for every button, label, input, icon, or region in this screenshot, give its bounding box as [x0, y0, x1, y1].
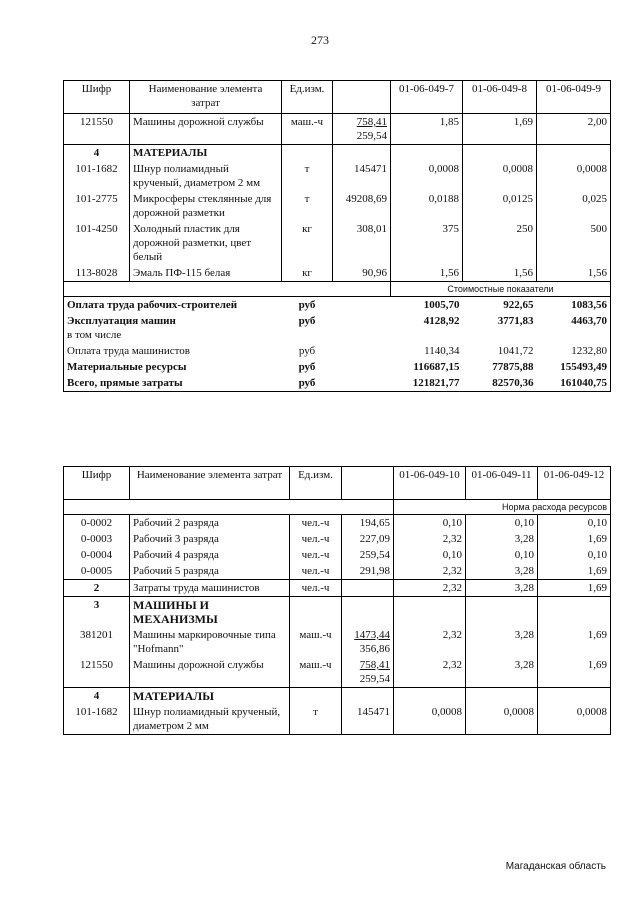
row-value-1: 1,56 — [391, 265, 463, 282]
header-code: Шифр — [64, 81, 130, 114]
cost-exploitation-title: Эксплуатация машин — [67, 315, 176, 327]
cost-exploitation-v1: 4128,92 — [423, 315, 460, 327]
table-row — [64, 704, 611, 735]
header-col-2: 01-06-049-8 — [463, 81, 537, 114]
row-value-1: 0,10 — [394, 547, 466, 563]
table-row — [64, 657, 611, 688]
row-unit: маш.-ч — [290, 627, 342, 657]
header-unit: Ед.изм. — [282, 81, 333, 114]
row-price: 145471 — [333, 161, 391, 191]
row-value-3: 0,0008 — [538, 704, 611, 735]
row-value-3: 0,0008 — [537, 161, 611, 191]
header-col-1: 01-06-049-7 — [391, 81, 463, 114]
row-code: 101-1682 — [64, 161, 130, 191]
cost-total-v2: 82570,36 — [463, 375, 537, 392]
cost-labor-v2: 922,65 — [463, 297, 537, 314]
norm-subheader: Норма расхода ресурсов — [394, 500, 611, 515]
cost-exploitation-sub: в том числе — [67, 329, 122, 341]
row-value-2: 0,10 — [466, 515, 538, 532]
row-name: Эмаль ПФ-115 белая — [130, 265, 282, 282]
price-main: 758,41 — [359, 659, 390, 671]
table-row — [64, 547, 611, 563]
cost-materials-name: Материальные ресурсы — [64, 359, 282, 375]
header-price — [342, 467, 394, 500]
table-row — [64, 114, 611, 145]
row-name: Шнур полиамидный крученый, диаметром 2 мм — [130, 161, 282, 191]
row-value-1: 0,10 — [394, 515, 466, 532]
price-secondary: 259,54 — [359, 673, 390, 685]
table-row — [64, 627, 611, 657]
row-unit: чел.-ч — [290, 515, 342, 532]
row-price — [342, 627, 394, 657]
row-name: Машины дорожной службы — [130, 114, 282, 145]
row-code: 121550 — [64, 114, 130, 145]
row-code: 0-0005 — [64, 563, 130, 580]
cost-total-v3: 161040,75 — [537, 375, 611, 392]
row-name: Шнур полиамидный крученый, диаметром 2 мм — [130, 704, 290, 735]
subheader-row — [64, 500, 611, 515]
cost-materials-unit: руб — [298, 361, 316, 373]
row-name: Микросферы стеклянные для дорожной разметки — [130, 191, 282, 221]
cost-total-name: Всего, прямые затраты — [64, 375, 282, 392]
row-price: 145471 — [342, 704, 394, 735]
table-row — [64, 563, 611, 580]
row-value-1: 0,0008 — [394, 704, 466, 735]
cost-machinists-unit: руб — [298, 345, 316, 357]
row-name: Машины маркировочные типа "Hofmann" — [130, 627, 290, 657]
row-value-2: 3,28 — [466, 563, 538, 580]
header-unit: Ед.изм. — [290, 467, 342, 500]
cost-machinists-v1: 1140,34 — [424, 345, 460, 357]
page-number: 273 — [311, 33, 329, 47]
table-row — [64, 191, 611, 221]
cost-exploitation-name — [64, 313, 282, 343]
row-value-1: 2,32 — [394, 580, 466, 597]
cost-row — [64, 313, 611, 343]
row-value-3: 1,69 — [538, 657, 611, 688]
price-main: 758,41 — [356, 116, 387, 128]
row-unit: чел.-ч — [290, 563, 342, 580]
row-value-1: 1,85 — [391, 114, 463, 145]
table-row — [64, 221, 611, 265]
row-value-3: 0,10 — [538, 515, 611, 532]
header-name: Наименование элемента затрат — [130, 467, 290, 500]
row-unit: т — [290, 704, 342, 735]
row-value-3: 1,69 — [538, 627, 611, 657]
row-code: 381201 — [64, 627, 130, 657]
row-value-2: 250 — [463, 221, 537, 265]
section-title: МАТЕРИАЛЫ — [130, 145, 282, 162]
row-value-2: 0,10 — [466, 547, 538, 563]
row-unit: маш.-ч — [282, 114, 333, 145]
row-value-2: 3,28 — [466, 657, 538, 688]
row-name: Рабочий 5 разряда — [130, 563, 290, 580]
table-row — [64, 531, 611, 547]
row-code: 0-0002 — [64, 515, 130, 532]
cost-labor-v1: 1005,70 — [391, 297, 463, 314]
section-number: 3 — [64, 597, 130, 628]
section-number: 4 — [64, 145, 130, 162]
cost-labor-unit: руб — [282, 297, 333, 314]
row-value-2: 0,0008 — [466, 704, 538, 735]
price-secondary: 259,54 — [356, 130, 387, 142]
section-number: 4 — [64, 688, 130, 705]
row-value-1: 2,32 — [394, 563, 466, 580]
row-name: Рабочий 2 разряда — [130, 515, 290, 532]
row-price: 90,96 — [333, 265, 391, 282]
row-value-2: 3,28 — [466, 627, 538, 657]
cost-row — [64, 359, 611, 375]
row-value-2: 3,28 — [466, 531, 538, 547]
header-price — [333, 81, 391, 114]
row-value-3: 0,025 — [537, 191, 611, 221]
row-code: 0-0003 — [64, 531, 130, 547]
row-value-3: 500 — [537, 221, 611, 265]
cost-materials-v3: 155493,49 — [537, 359, 611, 375]
row-value-2: 0,0125 — [463, 191, 537, 221]
table-row — [64, 580, 611, 597]
cost-subheader: Стоимостные показатели — [391, 282, 611, 297]
row-value-3: 1,69 — [538, 580, 611, 597]
cost-materials-v1: 116687,15 — [413, 361, 460, 373]
row-price: 291,98 — [342, 563, 394, 580]
row-unit: кг — [282, 221, 333, 265]
cost-machinists-name: Оплата труда машинистов — [64, 343, 282, 359]
section-row — [64, 145, 611, 162]
row-unit: чел.-ч — [290, 547, 342, 563]
cost-labor-name: Оплата труда рабочих-строителей — [64, 297, 282, 314]
cost-materials-v2: 77875,88 — [492, 361, 534, 373]
cost-exploitation-unit: руб — [298, 315, 316, 327]
cost-machinists-v3: 1232,80 — [537, 343, 611, 359]
row-name: Затраты труда машинистов — [130, 580, 290, 597]
row-value-2: 1,56 — [463, 265, 537, 282]
section-row — [64, 597, 611, 628]
table-header-row — [64, 81, 611, 114]
row-price: 227,09 — [342, 531, 394, 547]
row-name: Холодный пластик для дорожной разметки, цвет белый — [130, 221, 282, 265]
cost-row — [64, 375, 611, 392]
table-header-row — [64, 467, 611, 500]
subheader-row — [64, 282, 611, 297]
section-row — [64, 688, 611, 705]
row-code: 101-2775 — [64, 191, 130, 221]
header-col-1: 01-06-049-10 — [394, 467, 466, 500]
row-value-2: 3,28 — [466, 580, 538, 597]
header-name: Наименование элемента затрат — [130, 81, 282, 114]
row-unit: чел.-ч — [290, 531, 342, 547]
row-price — [342, 657, 394, 688]
header-col-3: 01-06-049-12 — [538, 467, 611, 500]
row-code: 101-1682 — [64, 704, 130, 735]
row-value-3: 1,56 — [537, 265, 611, 282]
row-unit: чел.-ч — [290, 580, 342, 597]
cost-machinists-v2: 1041,72 — [497, 345, 534, 357]
row-value-3: 1,69 — [538, 531, 611, 547]
table-row — [64, 161, 611, 191]
resource-table-2 — [63, 466, 611, 735]
row-value-1: 0,0188 — [391, 191, 463, 221]
row-unit: маш.-ч — [290, 657, 342, 688]
row-unit: т — [282, 161, 333, 191]
row-unit: кг — [282, 265, 333, 282]
resource-table-1 — [63, 80, 611, 392]
cost-exploitation-v2: 3771,83 — [497, 315, 534, 327]
row-value-3: 2,00 — [537, 114, 611, 145]
row-value-1: 2,32 — [394, 627, 466, 657]
cost-labor-v3: 1083,56 — [537, 297, 611, 314]
cost-row — [64, 343, 611, 359]
header-col-3: 01-06-049-9 — [537, 81, 611, 114]
region-footer: Магаданская область — [505, 861, 606, 872]
row-name: Машины дорожной службы — [130, 657, 290, 688]
row-code: 113-8028 — [64, 265, 130, 282]
cost-total-unit: руб — [282, 375, 333, 392]
row-value-3: 1,69 — [538, 563, 611, 580]
table-row — [64, 265, 611, 282]
row-code: 2 — [64, 580, 130, 597]
row-value-1: 0,0008 — [391, 161, 463, 191]
row-price: 49208,69 — [333, 191, 391, 221]
row-code: 121550 — [64, 657, 130, 688]
price-secondary: 356,86 — [359, 643, 390, 655]
price-main: 1473,44 — [354, 629, 390, 641]
row-value-2: 1,69 — [463, 114, 537, 145]
row-name: Рабочий 3 разряда — [130, 531, 290, 547]
cost-exploitation-v3: 4463,70 — [537, 313, 611, 343]
row-value-1: 2,32 — [394, 531, 466, 547]
row-code: 101-4250 — [64, 221, 130, 265]
row-name: Рабочий 4 разряда — [130, 547, 290, 563]
row-code: 0-0004 — [64, 547, 130, 563]
cost-total-v1: 121821,77 — [391, 375, 463, 392]
row-price: 259,54 — [342, 547, 394, 563]
header-col-2: 01-06-049-11 — [466, 467, 538, 500]
row-price — [333, 114, 391, 145]
section-title: МАШИНЫ И МЕХАНИЗМЫ — [130, 597, 290, 628]
section-title: МАТЕРИАЛЫ — [130, 688, 290, 705]
row-value-1: 2,32 — [394, 657, 466, 688]
row-value-1: 375 — [391, 221, 463, 265]
header-code: Шифр — [64, 467, 130, 500]
row-price: 308,01 — [333, 221, 391, 265]
table-row — [64, 515, 611, 532]
row-price: 194,65 — [342, 515, 394, 532]
row-value-3: 0,10 — [538, 547, 611, 563]
row-unit: т — [282, 191, 333, 221]
row-value-2: 0,0008 — [463, 161, 537, 191]
cost-row — [64, 297, 611, 314]
